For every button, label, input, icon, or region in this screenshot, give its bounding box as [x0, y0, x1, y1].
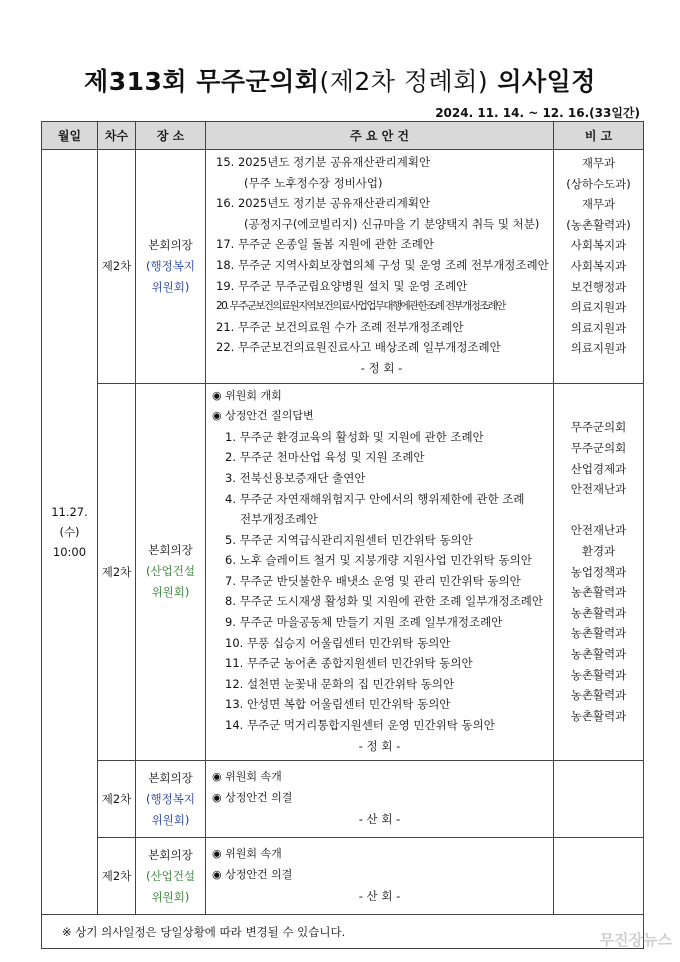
remark: 농촌활력과: [570, 626, 627, 641]
place-name: 본회의장: [148, 543, 193, 558]
list-item: 21. 무주군 보건의료원 수가 조례 전부개정조례안: [216, 319, 464, 334]
place-name: 본회의장: [148, 237, 193, 252]
remark: 산업경제과: [570, 461, 627, 476]
list-item: 전부개정조례안: [240, 512, 318, 527]
list-item: 1. 무주군 환경교육의 활성화 및 지원에 관한 조례안: [225, 429, 484, 444]
date-time: 10:00: [52, 545, 87, 560]
remark: 안전재난과: [570, 482, 627, 497]
list-item: (무주 노후정수장 정비사업): [244, 175, 383, 190]
list-item: 18. 무주군 지역사회보장협의체 구성 및 운영 조례 전부개정조례안: [216, 257, 549, 272]
committee-name: (행정복지: [146, 258, 195, 273]
place-cell: [136, 150, 206, 384]
bullet-item: ◉ 상정안건 의결: [212, 867, 293, 881]
remarks-cell: [554, 761, 644, 838]
remark: 무주군의회: [570, 441, 627, 456]
list-item: 19. 무주군 무주군립요양병원 설치 및 운영 조례안: [216, 278, 468, 293]
remark: 재무과: [581, 197, 616, 212]
remark: 의료지원과: [570, 320, 627, 335]
header-row: [42, 122, 644, 150]
remark: 농촌활력과: [570, 667, 627, 682]
session-cell: 제2차: [98, 383, 136, 761]
schedule-period: 2024. 11. 14. ~ 12. 16.(33일간): [435, 106, 640, 120]
list-item: 22. 무주군보건의료원진료사고 배상조례 일부개정조례안: [216, 340, 501, 355]
list-item: 20. 무주군보건의료원지역보건의료사업업무대행에관한조례 전부개정조례안: [216, 300, 505, 313]
footnote: ※ 상기 의사일정은 당일상황에 따라 변경될 수 있습니다.: [42, 915, 644, 949]
table-row: [42, 383, 644, 761]
remark: 무주군의회: [570, 420, 627, 435]
note-row: [42, 915, 644, 949]
list-item: 12. 설천면 눈꽃내 문화의 집 민간위탁 동의안: [225, 676, 455, 691]
session-cell: 제2차: [98, 761, 136, 838]
header-remarks: 비 고: [554, 122, 644, 150]
committee-name: (산업건설: [146, 868, 195, 883]
committee-suffix: 위원회): [151, 585, 190, 600]
bullet-item: ◉ 위원회 개회: [212, 388, 282, 402]
remark: 보건행정과: [570, 279, 627, 294]
place-name: 본회의장: [148, 770, 193, 785]
bullet-item: ◉ 위원회 속개: [212, 847, 282, 861]
date-cell: [42, 150, 98, 915]
committee-suffix: 위원회): [151, 279, 190, 294]
page-title: [0, 62, 680, 98]
session-cell: 제2차: [98, 838, 136, 915]
bullet-item: ◉ 상정안건 의결: [212, 790, 293, 804]
remarks-cell: [554, 838, 644, 915]
list-item: 3. 전북신용보증재단 출연안: [225, 470, 366, 485]
list-item: 9. 무주군 마을공동체 만들기 지원 조례 일부개정조례안: [225, 615, 503, 630]
header-place: 장 소: [136, 122, 206, 150]
remark: 의료지원과: [570, 341, 627, 356]
remark: 농업정책과: [570, 564, 627, 579]
remark: 농촌활력과: [570, 688, 627, 703]
place-cell: [136, 383, 206, 761]
recess-label: - 정 회 -: [358, 738, 401, 753]
title-sub: (제2차 정례회): [319, 67, 489, 96]
table-row: [42, 761, 644, 838]
remark-blank: [554, 500, 643, 521]
date-weekday: (수): [59, 525, 80, 540]
agenda-cell: [206, 838, 554, 915]
list-item: 4. 무주군 자연재해위험지구 안에서의 행위제한에 관한 조례: [225, 491, 525, 506]
remarks-cell: [554, 150, 644, 384]
committee-name: (행정복지: [146, 791, 195, 806]
remark: 의료지원과: [570, 300, 627, 315]
list-item: 6. 노후 슬레이트 철거 및 지붕개량 지원사업 민간위탁 동의안: [225, 553, 532, 568]
list-item: 15. 2025년도 정기분 공유재산관리계획안: [216, 155, 431, 169]
remark: 농촌활력과: [570, 605, 627, 620]
remark: 사회복지과: [570, 238, 627, 253]
header-session: 차수: [98, 122, 136, 150]
list-item: 17. 무주군 온종일 돌봄 지원에 관한 조례안: [216, 237, 434, 252]
remark: 농촌활력과: [570, 585, 627, 600]
list-item: 11. 무주군 농어촌 종합지원센터 민간위탁 동의안: [225, 656, 473, 671]
title-main: 제313회 무주군의회: [84, 67, 320, 96]
committee-suffix: 위원회): [151, 889, 190, 904]
list-item: 8. 무주군 도시재생 활성화 및 지원에 관한 조례 일부개정조례안: [225, 594, 543, 609]
watermark-logo: 무진장뉴스: [599, 931, 672, 949]
remark: 안전재난과: [570, 523, 627, 538]
list-item: (공정지구(에코빌리지) 신규마을 기 분양택지 취득 및 처분): [244, 216, 540, 231]
table-row: [42, 150, 644, 384]
agenda-cell: [206, 761, 554, 838]
remark: 재무과: [581, 156, 616, 170]
remark: 환경과: [581, 543, 616, 558]
table-row: [42, 838, 644, 915]
recess-label: - 정 회 -: [360, 360, 403, 375]
title-end: 의사일정: [488, 67, 596, 96]
adjourn-label: - 산 회 -: [358, 811, 401, 826]
remark: (농촌활력과): [566, 217, 631, 232]
list-item: 2. 무주군 천마산업 육성 및 지원 조례안: [225, 450, 425, 465]
agenda-cell: [206, 150, 554, 384]
committee-suffix: 위원회): [151, 812, 190, 827]
list-item: 10. 무풍 십승지 어울림센터 민간위탁 동의안: [225, 635, 451, 650]
remark: 농촌활력과: [570, 646, 627, 661]
bullet-item: ◉ 상정안건 질의답변: [212, 409, 314, 423]
agenda-cell: [206, 383, 554, 761]
remark: 사회복지과: [570, 258, 627, 273]
committee-name: (산업건설: [146, 564, 195, 579]
remark: 농촌활력과: [570, 708, 627, 723]
adjourn-label: - 산 회 -: [358, 888, 401, 903]
header-agenda: 주 요 안 건: [206, 122, 554, 150]
place-cell: [136, 838, 206, 915]
list-item: 14. 무주군 먹거리통합지원센터 운영 민간위탁 동의안: [225, 718, 495, 733]
place-cell: [136, 761, 206, 838]
remarks-cell: [554, 383, 644, 761]
remark: (상하수도과): [566, 176, 631, 191]
bullet-item: ◉ 위원회 속개: [212, 770, 282, 784]
session-cell: 제2차: [98, 150, 136, 384]
header-date: 월일: [42, 122, 98, 150]
list-item: 7. 무주군 반딧불한우 배냇소 운영 및 관리 민간위탁 동의안: [225, 573, 521, 588]
date-day: 11.27.: [51, 505, 88, 520]
schedule-table: [41, 121, 644, 949]
place-name: 본회의장: [148, 847, 193, 862]
list-item: 16. 2025년도 정기분 공유재산관리계획안: [216, 196, 431, 211]
list-item: 13. 안성면 복합 어울림센터 민간위탁 동의안: [225, 697, 451, 712]
list-item: 5. 무주군 지역급식관리지원센터 민간위탁 동의안: [225, 532, 473, 547]
